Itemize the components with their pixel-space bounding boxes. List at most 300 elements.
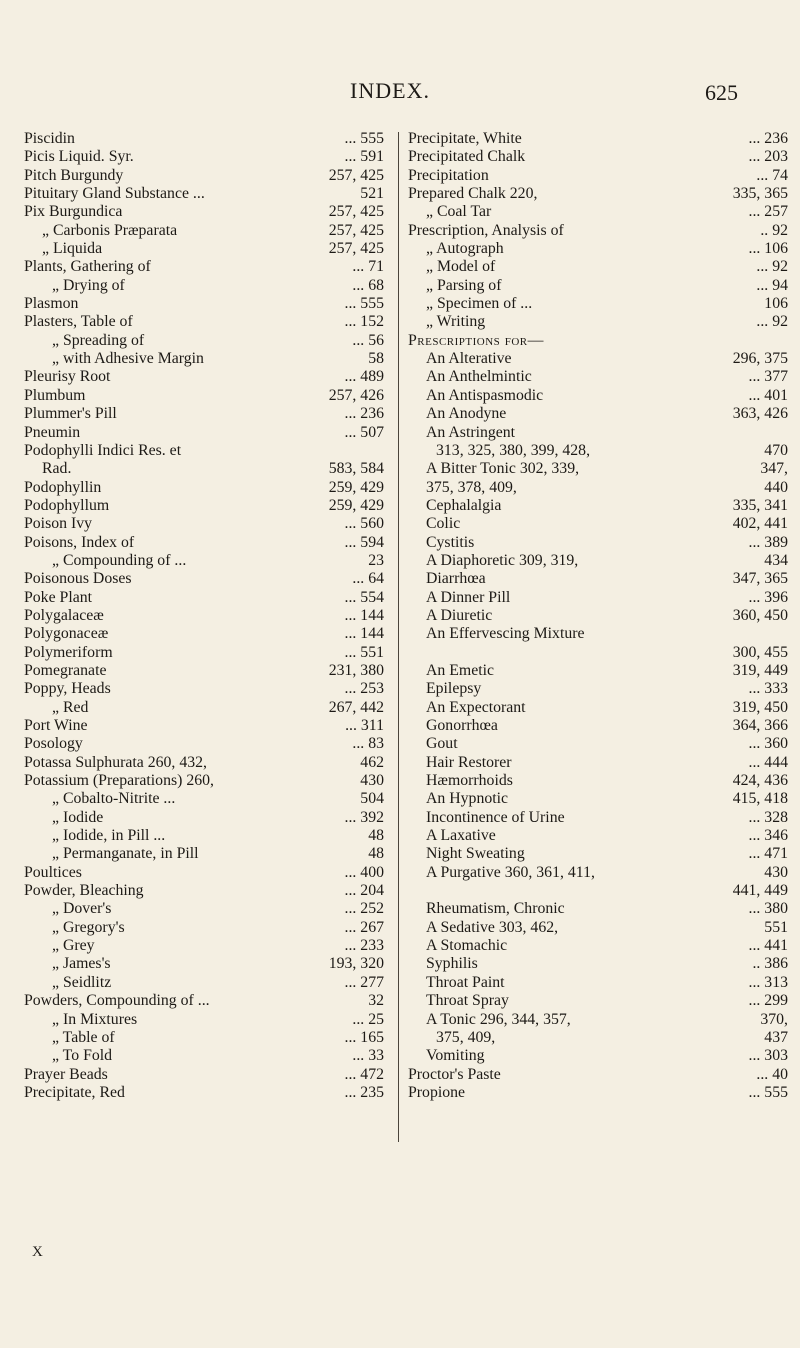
entry-term: „ Grey <box>52 937 95 955</box>
index-entry <box>408 148 788 166</box>
index-entry <box>24 350 384 368</box>
index-entry <box>24 534 384 552</box>
index-entry <box>408 772 788 790</box>
entry-term: „ Permanganate, in Pill <box>52 845 199 863</box>
index-entry <box>408 332 788 350</box>
entry-pages: ... 267 <box>344 918 384 936</box>
index-entry <box>24 644 384 662</box>
entry-pages: 300, 455 <box>732 643 788 661</box>
entry-term: Polygalaceæ <box>24 606 104 624</box>
entry-pages: ... 236 <box>344 405 384 423</box>
index-entry <box>408 992 788 1010</box>
index-column-left <box>24 130 384 1102</box>
entry-term: Gout <box>426 735 458 753</box>
index-entry <box>24 1047 384 1065</box>
index-entry <box>24 258 384 276</box>
entry-term: Polymeriform <box>24 643 113 661</box>
entry-term: Prayer Beads <box>24 1065 108 1083</box>
entry-term: 313, 325, 380, 399, 428, <box>436 441 591 459</box>
entry-pages: 335, 341 <box>732 496 788 514</box>
entry-term: Throat Spray <box>426 992 509 1010</box>
entry-term: Polygonaceæ <box>24 625 109 643</box>
index-entry <box>24 955 384 973</box>
index-entry <box>408 515 788 533</box>
index-entry <box>24 680 384 698</box>
index-entry <box>24 368 384 386</box>
entry-pages: 424, 436 <box>732 772 788 790</box>
entry-pages: ... 94 <box>756 276 788 294</box>
entry-term: Propione <box>408 1083 466 1101</box>
entry-pages: ... 392 <box>344 808 384 826</box>
entry-term: Proctor's Paste <box>408 1065 501 1083</box>
index-entry <box>408 717 788 735</box>
index-entry <box>408 864 788 882</box>
entry-term: Incontinence of Urine <box>426 808 565 826</box>
entry-term: „ Cobalto-Nitrite ... <box>52 790 176 808</box>
entry-term: Powder, Bleaching <box>24 882 144 900</box>
index-column-right <box>408 130 788 1102</box>
index-entry <box>408 570 788 588</box>
entry-pages: ... 591 <box>344 148 384 166</box>
entry-pages: 231, 380 <box>328 661 384 679</box>
entry-term: Prepared Chalk 220, <box>408 185 538 203</box>
index-entry <box>408 479 788 497</box>
index-entry <box>408 625 788 643</box>
entry-pages: ... 594 <box>344 533 384 551</box>
column-divider <box>398 132 399 1142</box>
index-entry <box>24 203 384 221</box>
entry-pages: 430 <box>360 772 384 790</box>
entry-term: Potassium (Preparations) 260, <box>24 772 214 790</box>
index-entry <box>24 900 384 918</box>
entry-pages: ... 444 <box>748 753 788 771</box>
entry-term: Gonorrhœa <box>426 717 498 734</box>
entry-term: An Antispasmodic <box>426 386 544 404</box>
entry-pages: ... 277 <box>344 973 384 991</box>
entry-term: „ In Mixtures <box>52 1010 138 1028</box>
entry-term: Poppy, Heads <box>24 680 111 698</box>
index-entry <box>24 809 384 827</box>
entry-pages: ... 377 <box>748 368 788 386</box>
index-entry <box>408 1029 788 1047</box>
entry-term: Throat Paint <box>426 973 505 991</box>
entry-pages: 257, 425 <box>328 203 384 221</box>
entry-pages: 259, 429 <box>328 478 384 496</box>
entry-pages: 106 <box>764 295 788 313</box>
entry-pages: 440 <box>764 478 788 496</box>
index-entry <box>24 1011 384 1029</box>
entry-term: An Alterative <box>426 350 512 368</box>
page-title: INDEX. <box>350 78 430 103</box>
entry-pages: 415, 418 <box>732 790 788 808</box>
index-entry <box>408 900 788 918</box>
index-entry <box>24 882 384 900</box>
entry-pages: 257, 425 <box>328 240 384 258</box>
index-entry <box>408 552 788 570</box>
index-entry <box>408 735 788 753</box>
entry-term: An Hypnotic <box>426 790 509 808</box>
entry-pages: ... 441 <box>748 937 788 955</box>
entry-term: Pleurisy Root <box>24 368 111 386</box>
index-entry <box>408 130 788 148</box>
entry-pages: ... 380 <box>748 900 788 918</box>
entry-pages: 32 <box>368 992 384 1010</box>
entry-term: A Diaphoretic 309, 319, <box>426 551 579 569</box>
entry-pages: ... 204 <box>344 882 384 900</box>
index-entry <box>24 479 384 497</box>
index-entry <box>24 240 384 258</box>
entry-pages: ... 472 <box>344 1065 384 1083</box>
entry-pages: ... 233 <box>344 937 384 955</box>
index-entry <box>24 717 384 735</box>
index-entry <box>24 460 384 478</box>
entry-pages: 259, 429 <box>328 496 384 514</box>
entry-term: Podophylli Indici Res. et <box>24 441 182 459</box>
entry-pages: ... 25 <box>352 1010 384 1028</box>
entry-term: Vomiting <box>426 1047 485 1065</box>
entry-pages: ... 74 <box>756 166 788 184</box>
entry-term: „ To Fold <box>52 1047 113 1065</box>
index-entry <box>24 919 384 937</box>
index-entry <box>408 350 788 368</box>
entry-pages: 267, 442 <box>328 698 384 716</box>
entry-term: Hair Restorer <box>426 753 512 771</box>
entry-term: „ James's <box>52 955 111 973</box>
entry-pages: ... 401 <box>748 386 788 404</box>
index-entry <box>24 699 384 717</box>
entry-pages: ... 346 <box>748 827 788 845</box>
index-entry <box>24 222 384 240</box>
entry-term: 375, 409, <box>436 1028 496 1046</box>
entry-term: A Laxative <box>426 827 496 845</box>
index-entry <box>408 589 788 607</box>
index-entry <box>408 937 788 955</box>
entry-pages: 437 <box>764 1028 788 1046</box>
index-entry <box>24 845 384 863</box>
index-entry <box>24 974 384 992</box>
index-entry <box>24 167 384 185</box>
entry-term: „ Specimen of ... <box>426 295 533 313</box>
index-entry <box>24 405 384 423</box>
entry-pages: ... 68 <box>352 276 384 294</box>
index-entry <box>24 735 384 753</box>
index-entry <box>24 864 384 882</box>
entry-term: 375, 378, 409, <box>426 478 517 496</box>
index-entry <box>408 974 788 992</box>
entry-pages: 48 <box>368 827 384 845</box>
entry-term: Precipitated Chalk <box>408 148 526 166</box>
index-entry <box>408 680 788 698</box>
entry-pages: 319, 450 <box>732 698 788 716</box>
entry-pages: ... 555 <box>344 295 384 313</box>
index-entry <box>24 332 384 350</box>
index-entry <box>24 625 384 643</box>
entry-term: Podophyllum <box>24 496 110 514</box>
entry-pages: 257, 425 <box>328 221 384 239</box>
entry-term: Poke Plant <box>24 588 93 606</box>
entry-pages: 257, 425 <box>328 166 384 184</box>
index-entry <box>24 552 384 570</box>
entry-pages: ... 396 <box>748 588 788 606</box>
entry-term: „ Iodide <box>52 808 104 826</box>
entry-term: „ Dover's <box>52 900 112 918</box>
entry-term: An Anthelmintic <box>426 368 532 386</box>
entry-term: Plumbum <box>24 386 86 404</box>
index-entry <box>24 497 384 515</box>
entry-pages: 441, 449 <box>732 882 788 900</box>
entry-term: Epilepsy <box>426 680 482 698</box>
entry-term: Poultices <box>24 863 82 881</box>
index-entry <box>24 1029 384 1047</box>
index-entry <box>408 405 788 423</box>
entry-pages: 364, 366 <box>732 717 788 734</box>
index-entry <box>24 772 384 790</box>
entry-term: Plummer's Pill <box>24 405 117 423</box>
entry-term: „ Model of <box>426 258 496 276</box>
entry-pages: 347, <box>760 460 788 478</box>
entry-term: A Tonic 296, 344, 357, <box>426 1010 571 1028</box>
entry-pages: ... 560 <box>344 515 384 533</box>
entry-pages: ... 106 <box>748 240 788 258</box>
entry-term: Poisonous Doses <box>24 570 132 588</box>
index-entry <box>408 497 788 515</box>
entry-term: A Bitter Tonic 302, 339, <box>426 460 580 478</box>
index-entry <box>408 387 788 405</box>
entry-term: „ Autograph <box>426 240 504 258</box>
index-entry <box>408 919 788 937</box>
entry-pages: ... 360 <box>748 735 788 753</box>
index-entry <box>408 167 788 185</box>
entry-term: Cystitis <box>426 533 475 551</box>
index-entry <box>24 589 384 607</box>
index-entry <box>408 790 788 808</box>
index-entry <box>24 424 384 442</box>
entry-pages: ... 400 <box>344 863 384 881</box>
entry-term: Night Sweating <box>426 845 525 863</box>
entry-pages: ... 165 <box>344 1028 384 1046</box>
index-entry <box>24 570 384 588</box>
entry-term: A Sedative 303, 462, <box>426 918 559 936</box>
entry-pages: ... 92 <box>756 258 788 276</box>
entry-term: An Effervescing Mixture <box>426 625 585 643</box>
entry-term: „ Table of <box>52 1028 115 1046</box>
entry-term: A Dinner Pill <box>426 588 511 606</box>
index-entry <box>408 442 788 460</box>
entry-pages: ... 507 <box>344 423 384 441</box>
index-entry <box>408 1047 788 1065</box>
entry-pages: 296, 375 <box>732 350 788 368</box>
entry-pages: 521 <box>360 185 384 203</box>
entry-pages: ... 56 <box>352 331 384 349</box>
index-entry <box>24 515 384 533</box>
entry-term: Plasters, Table of <box>24 313 133 331</box>
entry-term: Rad. <box>42 460 72 478</box>
entry-term: Podophyllin <box>24 478 102 496</box>
entry-pages: 193, 320 <box>328 955 384 973</box>
entry-pages: 434 <box>764 551 788 569</box>
index-entry <box>24 1084 384 1102</box>
index-entry <box>24 442 384 460</box>
index-entry <box>408 240 788 258</box>
entry-term: „ Red <box>52 698 89 716</box>
index-entry <box>408 277 788 295</box>
entry-pages: 360, 450 <box>732 606 788 624</box>
entry-pages: 335, 365 <box>732 185 788 203</box>
entry-term: Pomegranate <box>24 661 107 679</box>
index-entry <box>408 295 788 313</box>
entry-pages: ... 554 <box>344 588 384 606</box>
page-header <box>0 78 800 108</box>
entry-pages: 363, 426 <box>732 405 788 423</box>
entry-term: Poisons, Index of <box>24 533 135 551</box>
entry-term: „ Parsing of <box>426 276 502 294</box>
index-entry <box>408 460 788 478</box>
entry-pages: ... 83 <box>352 735 384 753</box>
entry-term: An Expectorant <box>426 698 526 716</box>
index-entry <box>408 203 788 221</box>
index-entry <box>24 130 384 148</box>
entry-pages: ... 299 <box>748 992 788 1010</box>
index-entry <box>408 662 788 680</box>
entry-term: „ Iodide, in Pill ... <box>52 827 166 845</box>
entry-term: „ Compounding of ... <box>52 551 187 569</box>
entry-pages: 23 <box>368 551 384 569</box>
index-entry <box>408 699 788 717</box>
entry-term: Posology <box>24 735 83 753</box>
entry-term: „ Seidlitz <box>52 973 112 991</box>
entry-term: Plants, Gathering of <box>24 258 151 276</box>
index-entry <box>408 955 788 973</box>
index-entry <box>408 1084 788 1102</box>
index-entry <box>408 534 788 552</box>
entry-pages: ... 489 <box>344 368 384 386</box>
entry-pages: ... 252 <box>344 900 384 918</box>
index-entry <box>24 790 384 808</box>
entry-term: Piscidin <box>24 130 75 147</box>
entry-term: Rheumatism, Chronic <box>426 900 565 918</box>
entry-pages: ... 313 <box>748 973 788 991</box>
entry-term: Poison Ivy <box>24 515 93 533</box>
entry-term: „ Carbonis Præparata <box>42 221 178 239</box>
entry-term: „ with Adhesive Margin <box>52 350 204 368</box>
entry-term: An Anodyne <box>426 405 507 423</box>
entry-term: A Diuretic <box>426 606 493 624</box>
index-entry <box>408 222 788 240</box>
entry-term: Precipitate, Red <box>24 1083 125 1101</box>
entry-pages: 48 <box>368 845 384 863</box>
entry-term: Precipitation <box>408 166 489 184</box>
entry-term: Colic <box>426 515 461 533</box>
entry-pages: ... 555 <box>344 130 384 147</box>
entry-term: „ Gregory's <box>52 918 125 936</box>
entry-term: „ Writing <box>426 313 486 331</box>
entry-pages: .. 92 <box>760 221 788 239</box>
entry-term: „ Coal Tar <box>426 203 492 221</box>
index-entry <box>24 295 384 313</box>
entry-pages: ... 253 <box>344 680 384 698</box>
entry-term: An Astringent <box>426 423 516 441</box>
index-entry <box>24 148 384 166</box>
entry-pages: ... 236 <box>748 130 788 147</box>
index-entry <box>24 827 384 845</box>
entry-pages: ... 555 <box>748 1083 788 1101</box>
entry-term: „ Drying of <box>52 276 125 294</box>
index-entry <box>408 882 788 900</box>
entry-pages: ... 40 <box>756 1065 788 1083</box>
index-entry <box>24 937 384 955</box>
index-entry <box>408 809 788 827</box>
entry-term: Cephalalgia <box>426 496 502 514</box>
index-entry <box>408 1066 788 1084</box>
index-entry <box>408 754 788 772</box>
entry-pages: 257, 426 <box>328 386 384 404</box>
index-entry <box>408 644 788 662</box>
index-entry <box>408 424 788 442</box>
entry-term: Picis Liquid. Syr. <box>24 148 134 166</box>
entry-term: Pneumin <box>24 423 81 441</box>
index-entry <box>24 1066 384 1084</box>
entry-pages: ... 333 <box>748 680 788 698</box>
entry-pages: ... 144 <box>344 606 384 624</box>
page-number: 625 <box>705 80 738 105</box>
entry-term: „ Liquida <box>42 240 103 258</box>
entry-pages: ... 203 <box>748 148 788 166</box>
index-entry <box>408 313 788 331</box>
entry-pages: 583, 584 <box>328 460 384 478</box>
entry-term: Pix Burgundica <box>24 203 123 221</box>
entry-pages: ... 389 <box>748 533 788 551</box>
entry-pages: 462 <box>360 753 384 771</box>
entry-pages: 504 <box>360 790 384 808</box>
entry-term: Syphilis <box>426 955 478 973</box>
index-entry <box>408 845 788 863</box>
entry-term: Prescription, Analysis of <box>408 221 564 239</box>
entry-pages: ... 257 <box>748 203 788 221</box>
entry-term: A Stomachic <box>426 937 508 955</box>
index-entry <box>24 387 384 405</box>
entry-pages: 470 <box>764 441 788 459</box>
signature-mark: X <box>32 1244 43 1260</box>
index-entry <box>24 754 384 772</box>
entry-term: Prescriptions for— <box>408 331 544 349</box>
index-entry <box>408 258 788 276</box>
entry-term: Pituitary Gland Substance ... <box>24 185 205 203</box>
entry-pages: .. 386 <box>752 955 788 973</box>
entry-term: A Purgative 360, 361, 411, <box>426 863 595 881</box>
entry-pages: 319, 449 <box>732 661 788 679</box>
entry-pages: ... 303 <box>748 1047 788 1065</box>
entry-pages: ... 64 <box>352 570 384 588</box>
entry-term: An Emetic <box>426 661 494 679</box>
index-entry <box>24 607 384 625</box>
index-entry <box>408 1011 788 1029</box>
entry-term: Plasmon <box>24 295 79 313</box>
entry-pages: ... 311 <box>345 717 384 734</box>
entry-term: Hæmorrhoids <box>426 772 513 790</box>
entry-pages: 347, 365 <box>732 570 788 588</box>
entry-pages: 370, <box>760 1010 788 1028</box>
entry-pages: ... 92 <box>756 313 788 331</box>
entry-term: Port Wine <box>24 717 88 734</box>
entry-term: Potassa Sulphurata 260, 432, <box>24 753 207 771</box>
entry-term: Powders, Compounding of ... <box>24 992 210 1010</box>
entry-term: Diarrhœa <box>426 570 486 588</box>
entry-term: Precipitate, White <box>408 130 522 147</box>
entry-term: „ Spreading of <box>52 331 145 349</box>
entry-pages: ... 33 <box>352 1047 384 1065</box>
entry-pages: 430 <box>764 863 788 881</box>
entry-pages: 402, 441 <box>732 515 788 533</box>
